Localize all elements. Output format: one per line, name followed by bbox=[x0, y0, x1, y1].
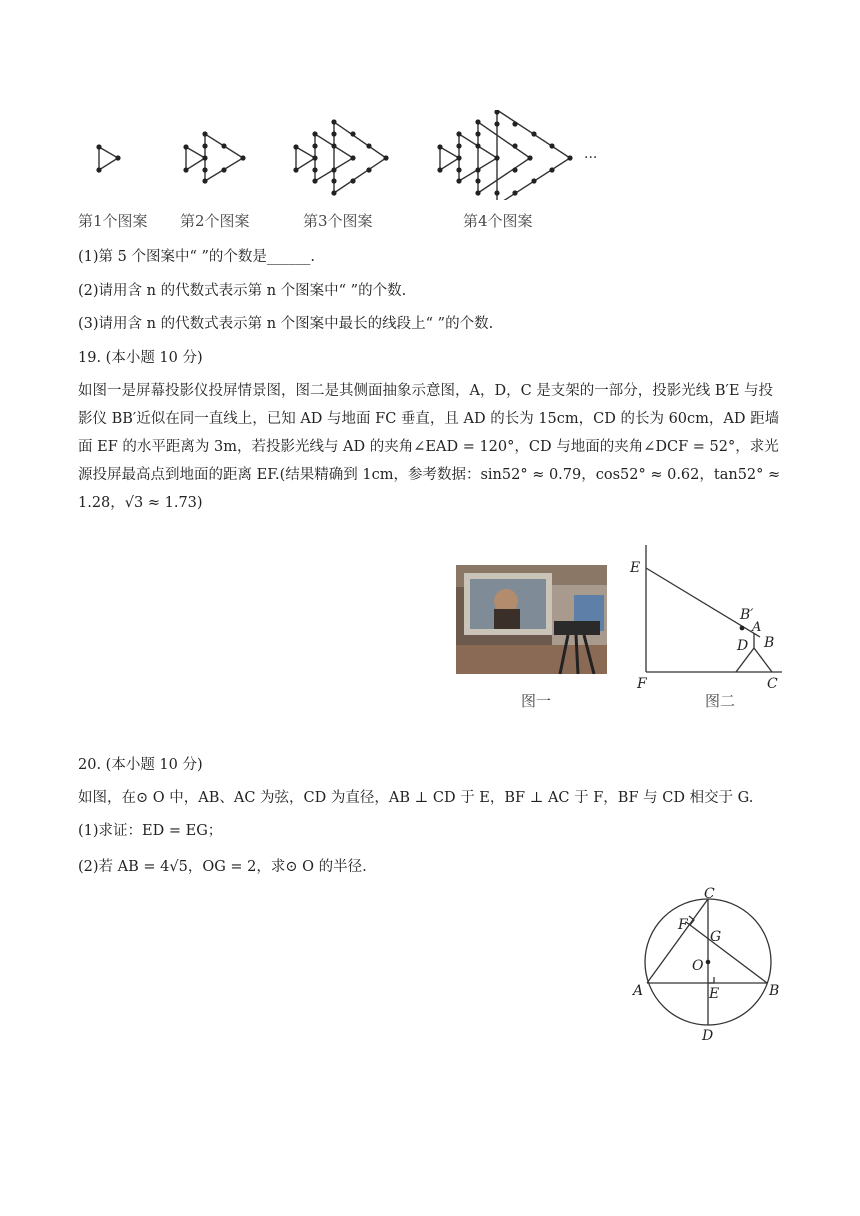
label-A: A bbox=[633, 983, 644, 999]
pattern-4-dots bbox=[437, 110, 572, 200]
q19-title: 19. (本小题 10 分) bbox=[78, 350, 203, 366]
fig2-diagram bbox=[620, 540, 790, 690]
circle-figure bbox=[625, 882, 790, 1044]
label-D: D bbox=[702, 1028, 714, 1044]
label-B: B bbox=[764, 635, 775, 651]
q20-title: 20. (本小题 10 分) bbox=[78, 757, 203, 773]
center-O bbox=[706, 960, 711, 965]
q20-body: 如图，在⊙ O 中，AB、AC 为弦，CD 为直径，AB ⊥ CD 于 E，BF ⊥ AC 于 F，BF 与 CD 相交于 G. bbox=[78, 790, 754, 806]
q20-part2: (2)若 AB = 4√5，OG = 2，求⊙ O 的半径. bbox=[78, 859, 367, 875]
label-F: F bbox=[678, 917, 688, 933]
pattern-3 bbox=[296, 122, 386, 193]
q20-part1: (1)求证：ED = EG； bbox=[78, 823, 223, 839]
label-C: C bbox=[704, 886, 715, 902]
label-C: C bbox=[767, 676, 778, 690]
q18-part3: (3)请用含 n 的代数式表示第 n 个图案中最长的线段上“ ”的个数. bbox=[78, 316, 494, 332]
fig1-caption: 图一 bbox=[521, 692, 552, 710]
label-E: E bbox=[630, 560, 641, 576]
pattern-caption-3: 第3个图案 bbox=[303, 212, 373, 230]
point-B1 bbox=[740, 626, 745, 631]
q18-part1: (1)第 5 个图案中“ ”的个数是______. bbox=[78, 249, 316, 265]
pattern-2 bbox=[186, 134, 243, 181]
label-B1: B′ bbox=[740, 607, 754, 623]
label-F: F bbox=[637, 676, 647, 690]
pattern-1-dots bbox=[96, 144, 120, 172]
label-A: A bbox=[752, 620, 762, 635]
label-D: D bbox=[737, 638, 749, 654]
q19-body: 如图一是屏幕投影仪投屏情景图，图二是其侧面抽象示意图，A，D，C 是支架的一部分，投影光线 B′E 与投影仪 BB′近似在同一直线上，已知 AD 与地面 FC 垂直，且 AD 的长为 15cm，CD 的长为 60cm，AD 距墙面 EF 的水平距离为 3m，若投影光线与 AD 的夹角∠EAD = 120°，CD 与地面的夹角∠DCF = 52°，求光源投屏最高点到地面的距离 EF.(结果精确到 1cm，参考数据：sin52° ≈ 0.79，cos52° ≈ 0.62，tan52° ≈ 1.28，√3 ≈ 1.73) bbox=[78, 383, 781, 511]
pattern-caption-1: 第1个图案 bbox=[78, 212, 148, 230]
right-angle-E bbox=[708, 977, 714, 983]
pattern-caption-2: 第2个图案 bbox=[180, 212, 250, 230]
leg-CD bbox=[754, 648, 772, 672]
label-E: E bbox=[709, 986, 720, 1002]
pattern-caption-4: 第4个图案 bbox=[463, 212, 533, 230]
label-B: B bbox=[769, 983, 780, 999]
fig2-caption: 图二 bbox=[705, 692, 736, 710]
label-G: G bbox=[710, 929, 722, 945]
pattern-ellipsis: ··· bbox=[584, 150, 598, 166]
q18-part2: (2)请用含 n 的代数式表示第 n 个图案中“ ”的个数. bbox=[78, 283, 407, 299]
pattern-1 bbox=[99, 147, 118, 170]
pattern-figures bbox=[0, 110, 860, 200]
pattern-3-dots bbox=[293, 119, 388, 195]
label-O: O bbox=[692, 958, 704, 974]
projector-photo bbox=[456, 565, 607, 674]
pattern-4 bbox=[440, 110, 570, 200]
